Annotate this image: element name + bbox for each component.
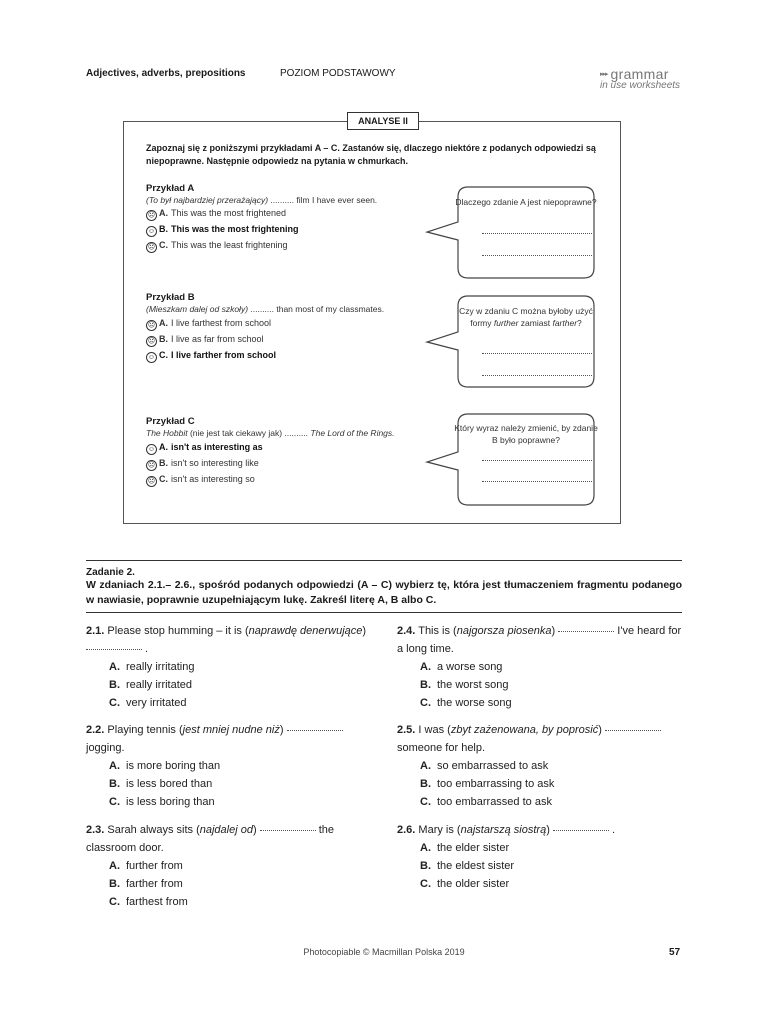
- page-number: 57: [669, 947, 681, 958]
- answer-option[interactable]: B. too embarrassing to ask: [420, 778, 555, 790]
- answer-option[interactable]: C. very irritated: [109, 697, 187, 709]
- answer-option[interactable]: B. is less bored than: [109, 778, 213, 790]
- question-2-4: [397, 622, 687, 712]
- analyse-intro: Zapoznaj się z poniższymi przykładami A – C. Zastanów się, dlaczego niektóre z podanych odpowiedzi są niepoprawne. Następnie odpowiedz na pytania w chmurkach.: [146, 143, 596, 166]
- answer-option[interactable]: C. is less boring than: [109, 796, 215, 808]
- answer-option[interactable]: A. really irritating: [109, 661, 195, 673]
- level-label: POZIOM PODSTAWOWY: [280, 68, 396, 79]
- example-sentence: (Mieszkam dalej od szkoły) .......... than most of my classmates.: [146, 304, 385, 314]
- answer-option[interactable]: B. the worst song: [420, 679, 509, 691]
- question-2-1: [86, 622, 376, 712]
- answer-gap[interactable]: [86, 648, 142, 650]
- brand-sub: in use worksheets: [600, 80, 681, 91]
- answer-option[interactable]: C. farthest from: [109, 896, 188, 908]
- task-title: Zadanie 2.: [86, 567, 135, 578]
- answer-gap[interactable]: [260, 829, 316, 831]
- question-text: 2.2. Playing tennis (jest mniej nudne niż) jogging.: [86, 721, 376, 757]
- sad-face-icon: ☹: [147, 212, 156, 219]
- happy-face-icon: ☺: [147, 446, 156, 453]
- option: ☹ C. This was the least frightening: [147, 240, 288, 251]
- answer-gap[interactable]: [287, 729, 343, 731]
- answer-option[interactable]: A. the elder sister: [420, 842, 510, 854]
- option: ☹ B. isn't so interesting like: [147, 458, 259, 469]
- answer-line[interactable]: [482, 254, 592, 256]
- example-title: Przykład C: [146, 416, 195, 427]
- analyse-tag: ANALYSE II: [347, 112, 419, 130]
- sad-face-icon: ☹: [147, 462, 156, 469]
- brand-main: grammar: [610, 66, 669, 82]
- answer-option[interactable]: C. the worse song: [420, 697, 512, 709]
- happy-face-icon: ☺: [147, 354, 156, 361]
- option-correct: ☺ B. This was the most frightening: [147, 224, 299, 235]
- example-sentence: (To był najbardziej przerażający) .......... film I have ever seen.: [146, 195, 378, 205]
- answer-gap[interactable]: [558, 630, 614, 632]
- question-text: 2.6. Mary is (najstarszą siostrą) .: [397, 824, 616, 836]
- option-correct: ☺ C. I live farther from school: [147, 350, 277, 361]
- divider: [86, 612, 682, 613]
- sad-face-icon: ☹: [147, 478, 156, 485]
- answer-option[interactable]: A. a worse song: [420, 661, 503, 673]
- arrows-icon: ▸▸▸: [600, 71, 608, 78]
- answer-option[interactable]: B. really irritated: [109, 679, 193, 691]
- answer-option[interactable]: B. the eldest sister: [420, 860, 515, 872]
- question-text: 2.1. Please stop humming – it is (naprawdę denerwujące) .: [86, 625, 367, 655]
- question-2-6: [397, 821, 687, 893]
- question-text: 2.3. Sarah always sits (najdalej od) the classroom door.: [86, 824, 335, 854]
- question-text: 2.5. I was (zbyt zażenowana, by poprosić) someone for help.: [397, 721, 687, 757]
- answer-gap[interactable]: [553, 829, 609, 831]
- option-correct: ☺ A. isn't as interesting as: [147, 442, 263, 453]
- option: ☹ B. I live as far from school: [147, 334, 264, 345]
- answer-line[interactable]: [482, 459, 592, 461]
- answer-option[interactable]: A. further from: [109, 860, 183, 872]
- bubble-question-a: Dlaczego zdanie A jest niepoprawne?: [455, 197, 597, 207]
- answer-line[interactable]: [482, 480, 592, 482]
- example-title: Przykład B: [146, 292, 195, 303]
- question-2-3: [86, 821, 376, 911]
- answer-option[interactable]: C. the older sister: [420, 878, 510, 890]
- answer-option[interactable]: B. farther from: [109, 878, 183, 890]
- example-sentence: The Hobbit (nie jest tak ciekawy jak) .......... The Lord of the Rings.: [146, 428, 395, 438]
- sad-face-icon: ☹: [147, 338, 156, 345]
- option: ☹ A. I live farthest from school: [147, 318, 272, 329]
- answer-option[interactable]: A. so embarrassed to ask: [420, 760, 549, 772]
- bubble-question-b: Czy w zdaniu C można byłoby użyć formy further zamiast farther?: [459, 306, 593, 328]
- task-instructions: W zdaniach 2.1.– 2.6., spośród podanych odpowiedzi (A – C) wybierz tę, która jest tłumaczeniem fragmentu podanego w nawiasie, poprawnie uzupełniającym lukę. Zakreśl literę A, B albo C.: [86, 579, 682, 606]
- copyright: Photocopiable © Macmillan Polska 2019: [303, 947, 465, 957]
- question-text: 2.4. This is (najgorsza piosenka) I've heard for a long time.: [397, 625, 682, 655]
- answer-line[interactable]: [482, 352, 592, 354]
- question-2-5: [397, 721, 687, 811]
- example-title: Przykład A: [146, 183, 195, 194]
- bubble-question-c: Który wyraz należy zmienić, by zdanie B było poprawne?: [454, 423, 598, 445]
- answer-gap[interactable]: [605, 729, 661, 731]
- answer-line[interactable]: [482, 374, 592, 376]
- section-title: Adjectives, adverbs, prepositions: [86, 68, 246, 79]
- answer-option[interactable]: C. too embarrassed to ask: [420, 796, 552, 808]
- sad-face-icon: ☹: [147, 322, 156, 329]
- option: ☹ A. This was the most frightened: [147, 208, 287, 219]
- answer-line[interactable]: [482, 232, 592, 234]
- question-2-2: [86, 721, 376, 811]
- divider: [86, 560, 682, 561]
- sad-face-icon: ☹: [147, 244, 156, 251]
- option: ☹ C. isn't as interesting so: [147, 474, 255, 485]
- happy-face-icon: ☺: [147, 228, 156, 235]
- answer-option[interactable]: A. is more boring than: [109, 760, 221, 772]
